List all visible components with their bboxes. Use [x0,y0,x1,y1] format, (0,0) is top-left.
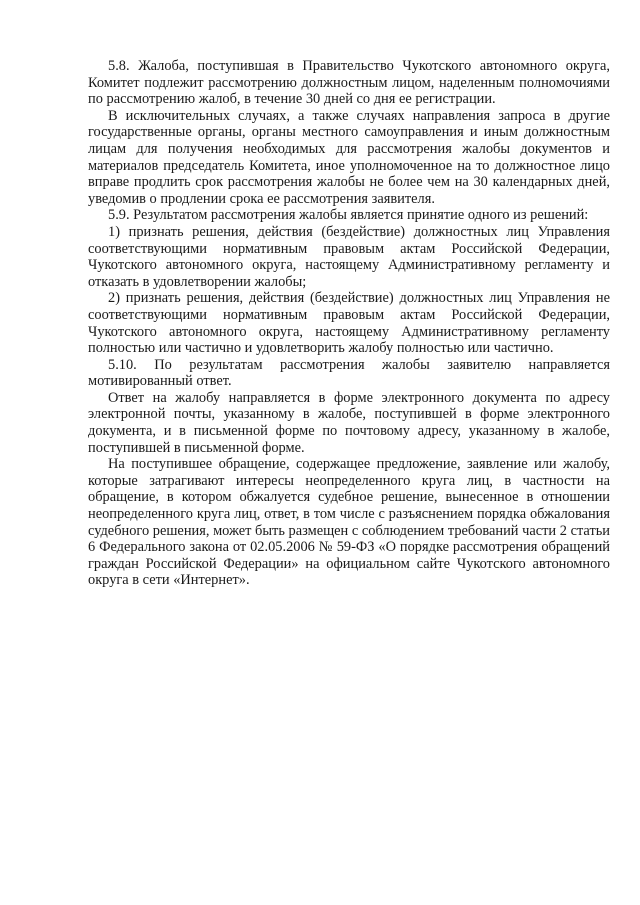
document-body [88,58,610,589]
paragraph-answer-form: Ответ на жалобу направляется в форме электронного документа по адресу электронной почты, указанному в жалобе, поступившей в форме электронного документа, и в письменной форме по почтовому адресу, указанному в жалобе, поступившей в письменной форме. [88,389,610,456]
paragraph-public-answer: На поступившее обращение, содержащее предложение, заявление или жалобу, которые затрагивают интересы неопределенного круга лиц, в частности на обращение, в котором обжалуется судебное решение, вынесенное в отношении неопределенного круга лиц, ответ, в том числе с разъяснением порядка обжалования судебного решения, может быть размещен с соблюдением требований части 2 статьи 6 Федерального закона от 02.05.2006 № 59-ФЗ «О порядке рассмотрения обращений граждан Российской Федерации» на официальном сайте Чукотского автономного округа в сети «Интернет». [88,456,610,589]
paragraph-5-8: 5.8. Жалоба, поступившая в Правительство Чукотского автономного округа, Комитет подлежит рассмотрению должностным лицом, наделенным полномочиями по рассмотрению жалоб, в течение 30 дней со дня ее регистрации. [88,58,610,108]
paragraph-decision-2: 2) признать решения, действия (бездействие) должностных лиц Управления не соответствующими нормативным правовым актам Российской Федерации, Чукотского автономного округа, настоящему Административному регламенту полностью или частично и удовлетворить жалобу полностью или частично. [88,290,610,357]
paragraph-5-10: 5.10. По результатам рассмотрения жалобы заявителю направляется мотивированный ответ. [88,356,610,390]
paragraph-exceptional-cases: В исключительных случаях, а также случаях направления запроса в другие государственные органы, органы местного самоуправления и иным должностным лицам для получения необходимых для рассмотрения жалобы документов и материалов председатель Комитета, иное уполномоченное на то должностное лицо вправе продлить срок рассмотрения жалобы не более чем на 30 календарных дней, уведомив о продлении срока ее рассмотрения заявителя. [88,107,610,207]
paragraph-5-9: 5.9. Результатом рассмотрения жалобы является принятие одного из решений: [108,207,589,224]
paragraph-decision-1: 1) признать решения, действия (бездействие) должностных лиц Управления соответствующими нормативным правовым актам Российской Федерации, Чукотского автономного округа, настоящему Административному регламенту и отказать в удовлетворении жалобы; [88,223,610,290]
